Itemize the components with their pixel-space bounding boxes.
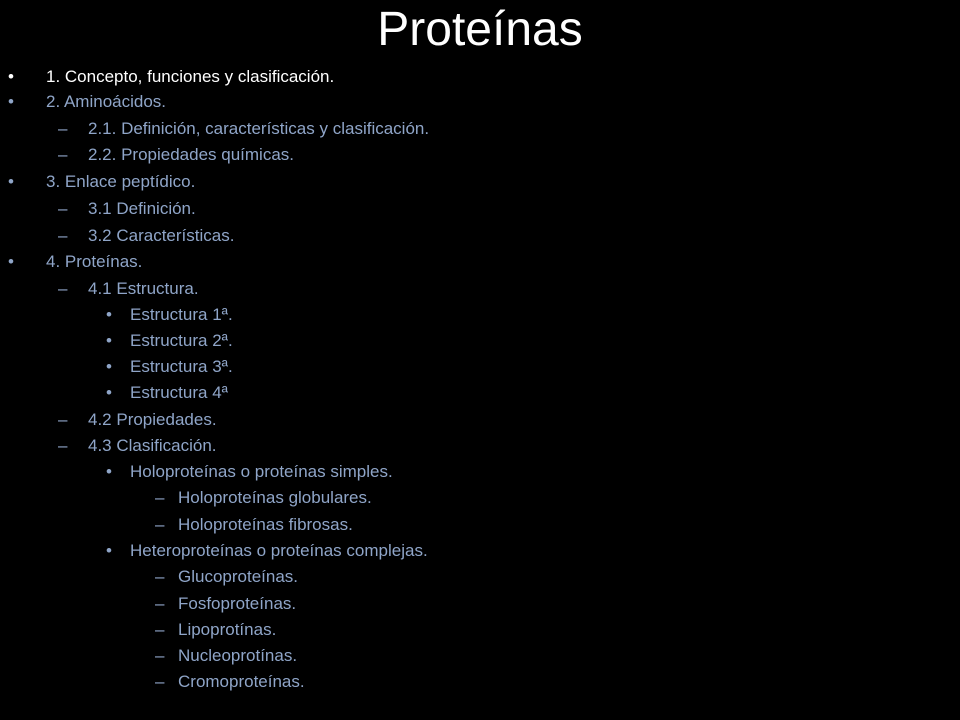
outline-item-text: Fosfoproteínas. bbox=[178, 594, 297, 613]
outline-item-text: Estructura 4ª bbox=[130, 383, 228, 402]
dash-icon: – bbox=[58, 410, 68, 429]
bullet-icon: • bbox=[8, 252, 14, 271]
outline-item-text: 3.1 Definición. bbox=[88, 199, 196, 218]
dash-icon: – bbox=[155, 646, 165, 665]
dash-icon: – bbox=[58, 436, 68, 455]
outline-item-text: Heteroproteínas o proteínas complejas. bbox=[130, 541, 428, 560]
dash-icon: – bbox=[58, 199, 68, 218]
dash-icon: – bbox=[155, 515, 165, 534]
dash-icon: – bbox=[58, 226, 68, 245]
outline-item-text: 4.3 Clasificación. bbox=[88, 436, 217, 455]
bullet-icon: • bbox=[106, 331, 112, 350]
outline-item-text: 2.1. Definición, características y clasificación. bbox=[88, 119, 430, 138]
bullet-icon: • bbox=[8, 67, 14, 86]
dash-icon: – bbox=[155, 672, 165, 691]
outline-item-text: Estructura 2ª. bbox=[130, 331, 233, 350]
bullet-icon: • bbox=[8, 92, 14, 111]
bullet-icon: • bbox=[106, 462, 112, 481]
outline-item-text: Holoproteínas o proteínas simples. bbox=[130, 462, 393, 481]
dash-icon: – bbox=[58, 279, 68, 298]
dash-icon: – bbox=[155, 594, 165, 613]
outline-item-text: Holoproteínas fibrosas. bbox=[178, 515, 353, 534]
dash-icon: – bbox=[58, 145, 68, 164]
outline-item-text: 2. Aminoácidos. bbox=[46, 92, 167, 111]
outline-item-text: Glucoproteínas. bbox=[178, 567, 299, 586]
slide-title: Proteínas bbox=[377, 3, 583, 56]
bullet-icon: • bbox=[106, 541, 112, 560]
outline-item-text: Estructura 3ª. bbox=[130, 357, 233, 376]
dash-icon: – bbox=[155, 567, 165, 586]
outline-item-text: 4.1 Estructura. bbox=[88, 279, 199, 298]
bullet-icon: • bbox=[8, 172, 14, 191]
outline-item-text: Estructura 1ª. bbox=[130, 305, 233, 324]
bullet-icon: • bbox=[106, 357, 112, 376]
outline-item-text: 4.2 Propiedades. bbox=[88, 410, 217, 429]
dash-icon: – bbox=[155, 620, 165, 639]
outline-item-text: Holoproteínas globulares. bbox=[178, 488, 372, 507]
outline-item-text: Nucleoprotínas. bbox=[178, 646, 298, 665]
outline-item-text: Lipoprotínas. bbox=[178, 620, 277, 639]
bullet-icon: • bbox=[106, 383, 112, 402]
dash-icon: – bbox=[58, 119, 68, 138]
outline-item-text: 3. Enlace peptídico. bbox=[46, 172, 196, 191]
outline-item-text: 3.2 Características. bbox=[88, 226, 235, 245]
outline-item-text: Cromoproteínas. bbox=[178, 672, 305, 691]
outline-item-text: 1. Concepto, funciones y clasificación. bbox=[46, 67, 335, 86]
outline-item-text: 2.2. Propiedades químicas. bbox=[88, 145, 295, 164]
bullet-icon: • bbox=[106, 305, 112, 324]
dash-icon: – bbox=[155, 488, 165, 507]
outline-item-text: 4. Proteínas. bbox=[46, 252, 143, 271]
